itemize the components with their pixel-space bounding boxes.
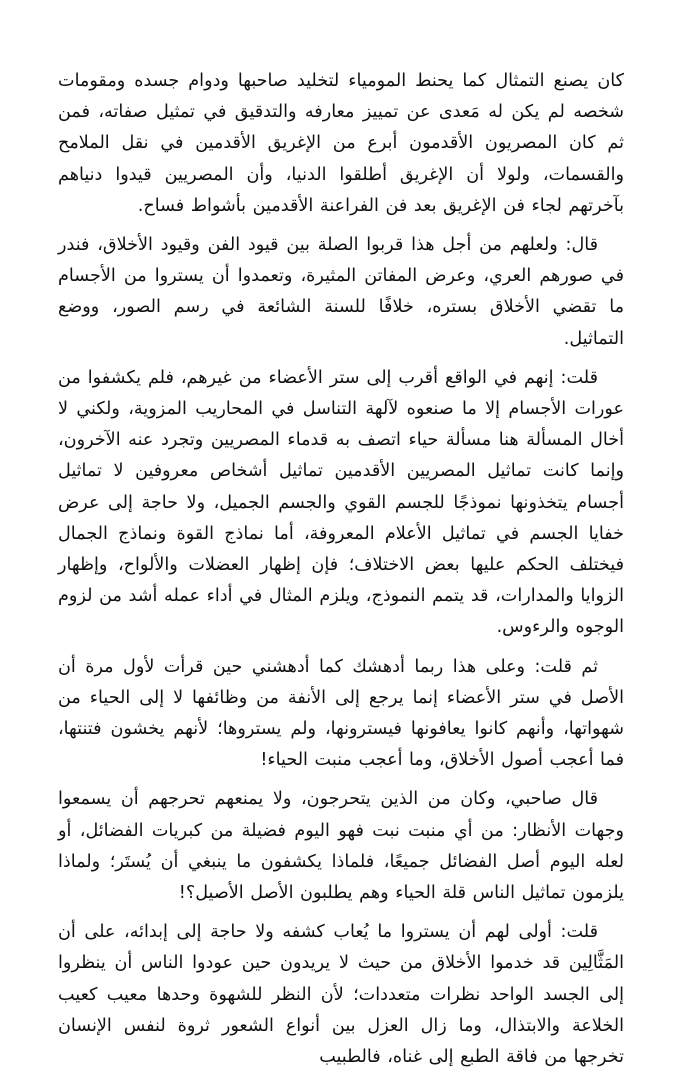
paragraph-2: قال: ولعلهم من أجل هذا قربوا الصلة بين قيود الفن وقيود الأخلاق، فندر في صورهم العري، وعرض المفاتن المثيرة، وتعمدوا أن يستروا من الأجسام ما تقضي الأخلاق بستره، خلافًا للسنة الشائعة في رسم الصور، ووضع التماثيل.	[58, 235, 624, 349]
paragraph-4: ثم قلت: وعلى هذا ربما أدهشك كما أدهشني حين قرأت لأول مرة أن الأصل في ستر الأعضاء إنما يرجع إلى الأنفة من وظائفها لا إلى الحياء من شهواتها، وأنهم كانوا يعافونها فيسترونها، ولم يستروها؛ لأنهم يخشون فتنتها، فما أعجب أصول الأخلاق، وما أعجب منبت الحياء!	[58, 656, 624, 771]
paragraph-1: كان يصنع التمثال كما يحنط المومياء لتخليد صاحبها ودوام جسده ومقومات شخصه لم يكن له مَعدى عن تمييز معارفه والتدقيق في تمثيل صفاته، فمن ثم كان المصريون الأقدمون أبرع من الإغريق الأقدمين في نقل الملامح والقسمات، ولولا أن الإغريق أطلقوا الدنيا، وأن المصريين قيدوا دنياهم بآخرتهم لجاء فن الإغريق بعد فن الفراعنة الأقدمين بأشواط فساح.	[58, 71, 624, 216]
paragraph-3: قلت: إنهم في الواقع أقرب إلى ستر الأعضاء من غيرهم، فلم يكشفوا من عورات الأجسام إلا ما صنعوه لآلهة التناسل في المحاريب المزوية، ولكني لا أخال المسألة هنا مسألة حياء اتصف به قدماء المصريين وتجرد عنه الآخرون، وإنما كانت تماثيل المصريين الأقدمين تماثيل أشخاص معروفين لا تماثيل أجسام يتخذونها نموذجًا للجسم القوي والجسم الجميل، ولا حاجة إلى عرض خفايا الجسم في تماثيل الأعلام المعروفة، أما نماذج القوة ونماذج الجمال فيختلف الحكم عليها بعض الاختلاف؛ فإن إظهار العضلات والألواح، وإظهار الزوايا والمدارات، قد يتمم النموذج، ويلزم المثال في أداء عمله أشد من لزوم الوجوه والرءوس.	[58, 367, 624, 638]
paragraph-5: قال صاحبي، وكان من الذين يتحرجون، ولا يمنعهم تحرجهم أن يسمعوا وجهات الأنظار: من أي منبت نبت فهو اليوم فضيلة من كبريات الفضائل، أو لعله اليوم أصل الفضائل جميعًا، فلماذا يكشفون ما ينبغي أن يُستَر؛ ولماذا يلزمون تماثيل الناس قلة الحياء وهم يطلبون الأصل الأصيل؟!	[58, 789, 624, 904]
paragraph-6: قلت: أولى لهم أن يستروا ما يُعاب كشفه ولا حاجة إلى إبدائه، على أن المَثَّالِين قد خدموا الأخلاق من حيث لا يريدون حين عودوا الناس أن ينظروا إلى الجسد الواحد نظرات متعددات؛ لأن النظر للشهوة وحدها معيب كعيب الخلاعة والابتذال، وما زال العزل بين أنواع الشعور ثروة لنفس الإنسان تخرجها من فاقة الطبع إلى غناه، فالطبيب	[58, 922, 624, 1068]
